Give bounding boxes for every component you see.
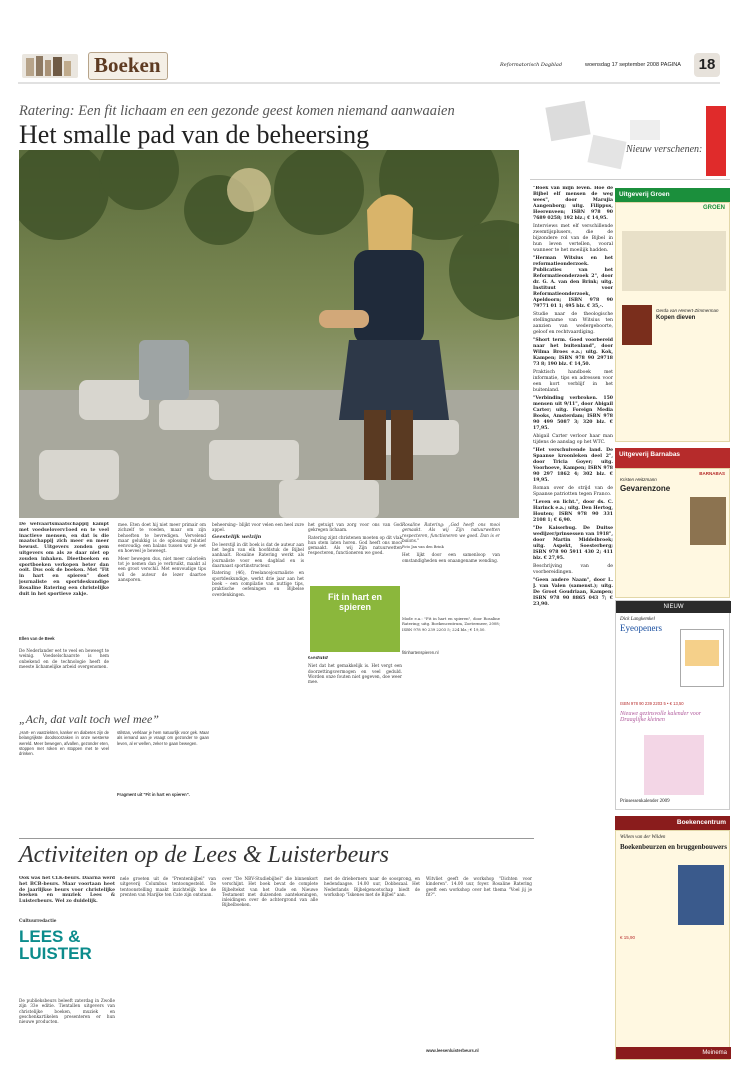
bottom-lead: Ook was het CLK-beurs. Daarna werd het BCB-beurs. Maar voortaan heet de jaarlijkse beurs voor christelijke boeken en muziek Lees & Luisterbeurs. Wel zo duidelijk.: [19, 876, 115, 905]
quote-box: [19, 712, 209, 804]
lees-luister-logo: LEES & LUISTER: [19, 928, 115, 994]
bottom-headline: Activiteiten op de Lees & Luisterbeurs: [19, 842, 389, 868]
bottom-rule: [19, 838, 534, 839]
article-headline: Het smalle pad van de beheersing: [19, 120, 370, 149]
bottom-author: Cultuurredactie: [19, 918, 57, 923]
quote-title: „Ach, dat valt toch wel mee”: [19, 712, 159, 726]
newspaper-name: Reformatorisch Dagblad: [500, 62, 563, 68]
bottom-col-5: Witvliet geeft de workshop "Dichten voor kinderen". 14.00 uur, foyer. Rosaline Ratering geeft een workshop over het thema "Voel jij je fit?".: [426, 876, 532, 897]
article-column-4: het getuigt van zorg voor ons van God gekregen lichaam. Ratering zijnt christenen moeten op dit vlak hun stem laten horen. God heeft ons mooi gemaakt. Als wij Zijn natuurwetten respecteren, functioneren we goed.: [308, 522, 402, 556]
boekencentrum-ad: Willem van der Wilden Boekenbeurzen en bruggenbouwers € 15,90 Meinema: [615, 830, 730, 1060]
eyeopeners-ad: NIEUW Dick Langkemkel Eyeopeners ISBN 978 90 239 2203 5 • € 13,50 Nieuwe gezinsvolle kalender voor Draaglijke kleinen Prinsessenkalender 2009: [615, 600, 730, 810]
page-number: 18: [694, 53, 720, 77]
article-column-5: Geduld Niet dat het gemakkelijk is. Het vergt een doorzettingsvermogen en veel geduld. Worden onze fouten niet gegeven, doe weer mee.: [308, 656, 402, 685]
sidebar-reviews: "Boek van mijn leven. Hoe de Bijbel elf mensen de weg wees", door Marujia Aangenborg; uitg. Filippus, Heerenveen; ISBN 978 90 7689 0258; 192 blz.; € 14,95. Interviews met elf verschillende zwemtijsplusers, die de bijzondere rol van de Bijbel in hun leven vertellen, vooral wanneer te het moeilijk hadden. "Herman Witsius en het reformatieonderzoek. Publicaties van het Reformatieonderzoek 2", door dr. G. A. van den Brink; uitg. Instituut voor Reformatieonderzoek, Apeldoorn; ISBN 978 90 79771 01 1; 495 blz. € 35,-. Studie naar de theologische stellingname van Witsius ten aanzien van wedergeboorte, geloof en rechtvaardiging. "Short term. Goed voorbereid naar het buitenland", door Wilma Broes e.a.; uitg. Kok, Kampen; ISBN 978 90 29718 73 8; 190 blz. € 14,50. Praktisch handboek met informatie, tips en adressen voor een kort verblijf in het buitenland. "Verbinding verbroken. 150 mensen uit 9/11", door Abigail Carter; uitg. Foreign Media Books, Amsterdam; ISBN 978 90 499 5087 3; 320 blz. € 17,95. Abigail Carter verloor haar man tijdens de aanslag op het WTC. "Het verschuivende land. De Spaanse kroonleken deel 2", door Tricia Goyer; uitg. Voorhoeve, Kampen; ISBN 978 90 297 1862 4; 302 blz. € 19,95. Roman over de strijd van de Spaanse patriotten tegen Franco. "Leven en licht.", door ds. C. Harinck e.a.; uitg. Den Hertog, Houten; ISBN 978 90 331 2108 1; € 6,90. "De Kaiserbug. De Duitse wedijzer/prinsessen van 1918", door Martin Middelbroek; uitg. Aspekt, Soesterberg; ISBN 978 90 5911 430 2; 411 blz. € 27,95. Beschrijving van de voorbereidingen. "Geen andere Naam", door L. J. van Valen (samenst.); uitg. De Groot Goudriaan, Kampen; ISBN 978 90 8865 043 7; € 23,90.: [533, 186, 613, 607]
section-label: Boeken: [94, 53, 161, 77]
article-column-3: beheersing– blijkt voor velen een heel zure appel. Geestelijk welzijn De leerstijl in dit boek is dat de auteur aan het begin van elk hoofdstuk de Bijbel aanhaalt. Rosaline Ratering werkt als journaliste voor een dagblad en is daarnaast sportinstructeur. Ratering (46), freelancejournaliste en sportdeskundige, werkt drie jaar aan het boek – een compilatie van nuttige tips, praktische oefeningen en Bijbelse overdenkingen.: [212, 522, 304, 597]
article-photo: [19, 150, 519, 518]
quote-fragment: Fragment uit "Fit in hart en spieren".: [117, 792, 190, 797]
quote-column-2: stilstan, verklaar je hem natuurlijk voor gek. Maar als iemand aan je vraagt om gezonder te gaan leven, al er wellen, zeker te gaan bewegen.: [117, 730, 209, 746]
bottom-col-1: De publieksbeurs beleeft zaterdag in Zwolle zijn 33e editie. Tientallen uitgevers van christelijke boeken, muziek en geschenkartikelen presenteren er hun nieuwe producten.: [19, 998, 115, 1025]
groen-ad: GROEN Gerda van Hemert-Zimmerman Kopen dieven: [615, 202, 730, 442]
quote-column-1: „Hart- en vaatziekten, kanker en diabetes zijn de belangrijkste doodsoorzaken in onze westerse wereld. Meer bewegen, afvallen, gezonder eten, stoppen met roken en stoppen met te veel drinken.: [19, 730, 109, 757]
nieuw-label: Nieuw verschenen:: [626, 144, 703, 155]
article-kicker: Ratering: Een fit lichaam en een gezonde geest komen niemand aanwaaien: [19, 103, 455, 119]
article-column-1: De Nederlander eet te veel en beweegt te weinig. Voedselschaarste is hem onbekend en de technologie heeft de meeste lichamelijke arbeid overgenomen.: [19, 648, 109, 669]
sidebar-nieuw-banner: [530, 98, 730, 180]
subhead-3: Geduld: [308, 656, 328, 661]
groen-header: Uitgeverij Groen: [615, 188, 730, 202]
beurs-website[interactable]: www.leesenluisterbeurs.nl: [426, 1048, 479, 1053]
subhead-1: Geestelijk welzijn: [212, 533, 262, 540]
bottom-col-4: met de drieberners naar de soosprong, en hedendaagse. 14.00 uur, Dobbezaal. Het Nederlands Bijbelgenootschap biedt de workshop "Iskenes met de Bijbel" aan.: [324, 876, 420, 897]
article-author: Ellen van de Beek: [19, 636, 55, 641]
article-column-2: mee. Eten doet hij niet meer primair om zichzelf te voeden, maar om zijn behoeften te bevredigen. Vervelend maar gelukkig is de oplossing relatief eenvoudig: een balans tussen wat je eet en hoeveel je beweegt. Meer bewegen dus, niet meer calorieën tot je nemen dan je verbruikt, maakt al een groot verschil. Met eenvoudige tips wil de auteur de lezer daartoe aansporen.: [118, 522, 206, 582]
bottom-col-3: over "De NBV-Studiebijbel" die binnenkort verschijnt. Het boek bevat de complete Bijbeltekst van het Oude en Nieuwe Testament met duizenden aantekeningen, inleidingen over de achtergrond van alle Bijbelboeken.: [222, 876, 318, 908]
barnabas-ad: BARNABAS Kristen Heitzmann Gevarenzone: [615, 468, 730, 598]
article-column-6: Rosaline Ratering: „God heeft ons mooi gemaakt. Als wij Zijn natuurwetten respecteren, functioneren we goed. Dan is er balans." Foto Jan van den Brink Het lijkt door een samenloop van omstandigheden een onaangename wending.: [402, 522, 500, 563]
book-cover: Fit in hart en spieren: [310, 586, 400, 652]
barnabas-header: Uitgeverij Barnabas: [615, 448, 730, 468]
book-info: Mode e.a.: "Fit in hart en spieren", door Rosaline Ratering; uitg. Boekencentrum, Zoetermeer, 2008; ISBN 978 90 239 2203 5; 224 blz.; € 19,50.: [402, 616, 500, 632]
boekencentrum-header: Boekencentrum: [615, 816, 730, 830]
website-link[interactable]: fitinhartenspieren.nl: [402, 650, 439, 655]
bottom-col-2: nele groeten uit de "Prentenbijbel" van uitgeverij Columbus tentoongesteld. De tentoonstelling maakt inzichtelijk hoe de prenten van Marijke ten Cate zijn ontstaan.: [120, 876, 216, 897]
article-lead: De welvaartsmaatschappij kampt met voedseloverv1oed en te veel inactieve mensen, en dat is die maatschappij zich meer en meer bewust. Uitgevers zonden gem uitgevers om als ze daar niet op zouden inhaken. Dieetboeken en sportboeken verkopen beter dan ooit. Dus ook de boeken. Met "Fit in hart en spieren" doet journaliste en sportdeskundige Rosaline Ratering een christelijke duit in het sportieve zakje.: [19, 522, 109, 597]
date-line: woensdag 17 september 2008 PAGINA: [585, 62, 681, 68]
